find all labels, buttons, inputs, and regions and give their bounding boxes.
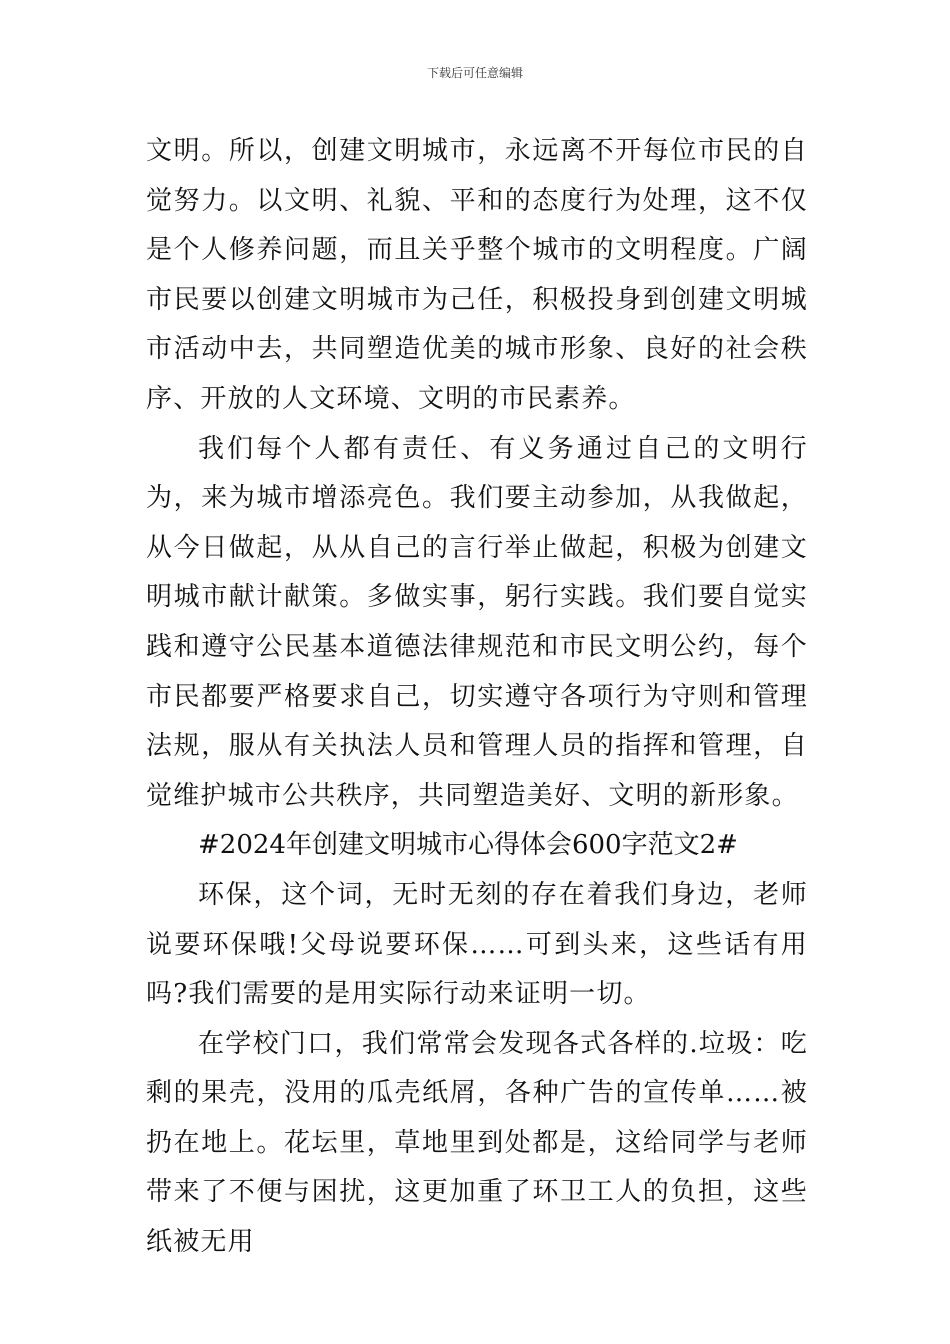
paragraph: 在学校门口，我们常常会发现各式各样的.垃圾：吃剩的果壳，没用的瓜壳纸屑，各种广告的宣传单……被扔在地上。花坛里，草地里到处都是，这给同学与老师带来了不便与困扰，这更加重了环卫工人的负担，这些纸被无用 — [146, 1028, 808, 1258]
paragraph: 文明。所以，创建文明城市，永远离不开每位市民的自觉努力。以文明、礼貌、平和的态度行为处理，这不仅是个人修养问题，而且关乎整个城市的文明程度。广阔市民要以创建文明城市为己任，积极投身到创建文明城市活动中去，共同塑造优美的城市形象、良好的社会秩序、开放的人文环境、文明的市民素养。 — [146, 136, 808, 414]
paragraph: 我们每个人都有责任、有义务通过自己的文明行为，来为城市增添亮色。我们要主动参加，从我做起，从今日做起，从从自己的言行举止做起，积极为创建文明城市献计献策。多做实事，躬行实践。我们要自觉实践和遵守公民基本道德法律规范和市民文明公约，每个市民都要严格要求自己，切实遵守各项行为守则和管理法规，服从有关执法人员和管理人员的指挥和管理，自觉维护城市公共秩序，共同塑造美好、文明的新形象。 — [146, 433, 808, 811]
page-header: 下载后可任意编辑 — [426, 66, 523, 80]
paragraph: 环保，这个词，无时无刻的存在着我们身边，老师说要环保哦!父母说要环保……可到头来，这些话有用吗?我们需要的是用实际行动来证明一切。 — [146, 879, 808, 1010]
section-heading: #2024年创建文明城市心得体会600字范文2# — [198, 830, 738, 861]
document-body — [146, 127, 808, 1268]
